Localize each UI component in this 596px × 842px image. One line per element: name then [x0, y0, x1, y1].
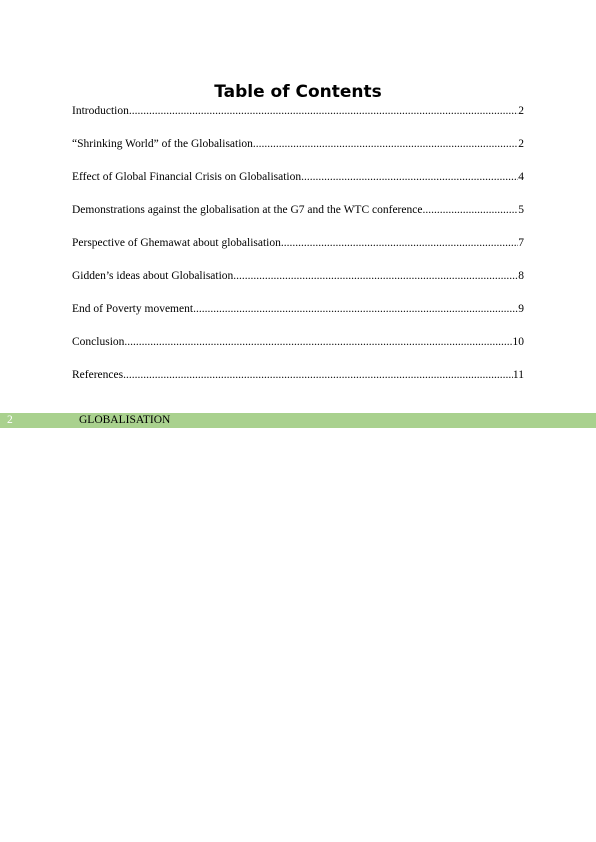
toc-dot-leader: [193, 301, 518, 317]
toc-entry-page: 2: [518, 105, 524, 117]
toc-dot-leader: [124, 334, 512, 350]
footer-page-number: 2: [7, 414, 13, 426]
toc-dot-leader: [123, 367, 513, 383]
toc-entry-references[interactable]: [72, 367, 524, 400]
toc-dot-leader: [129, 103, 518, 119]
toc-dot-leader: [281, 235, 518, 251]
toc-entry-page: 11: [512, 369, 524, 381]
toc-entry-page: 2: [518, 138, 524, 150]
toc-entry-text: Effect of Global Financial Crisis on Globalisation: [72, 171, 302, 183]
toc-dot-leader: [253, 136, 518, 152]
toc-title: Table of Contents: [214, 82, 382, 102]
toc-entry-demonstrations[interactable]: [72, 202, 524, 235]
toc-entry-text: End of Poverty movement: [72, 303, 194, 315]
toc-dot-leader: [233, 268, 518, 284]
toc-entry-shrinking-world[interactable]: [72, 136, 524, 169]
toc-entry-financial-crisis[interactable]: [72, 169, 524, 202]
toc-entry-page: 10: [512, 336, 524, 348]
footer-running-title: GLOBALISATION: [79, 414, 171, 426]
footer-bar: [0, 413, 596, 428]
toc-entry-page: 5: [518, 204, 524, 216]
toc-entry-text: Demonstrations against the globalisation at the G7 and the WTC conference: [72, 204, 423, 216]
toc-entry-text: References: [72, 369, 124, 381]
toc-entry-page: 8: [518, 270, 524, 282]
toc-entry-page: 7: [518, 237, 524, 249]
toc-entry-text: Perspective of Ghemawat about globalisation: [72, 237, 281, 249]
toc-entry-text: Conclusion: [72, 336, 125, 348]
toc-entry-giddens[interactable]: [72, 268, 524, 301]
toc-entry-conclusion[interactable]: [72, 334, 524, 367]
toc-entry-introduction[interactable]: [72, 103, 524, 136]
toc-entry-text: Introduction: [72, 105, 129, 117]
toc-entry-text: Gidden’s ideas about Globalisation: [72, 270, 234, 282]
toc-entry-page: 4: [518, 171, 524, 183]
toc-entry-text: “Shrinking World” of the Globalisation: [72, 138, 253, 150]
toc-dot-leader: [301, 169, 518, 185]
toc-entry-end-of-poverty[interactable]: [72, 301, 524, 334]
toc-list: [72, 103, 524, 400]
toc-dot-leader: [422, 202, 518, 218]
toc-entry-page: 9: [518, 303, 524, 315]
toc-entry-ghemawat[interactable]: [72, 235, 524, 268]
